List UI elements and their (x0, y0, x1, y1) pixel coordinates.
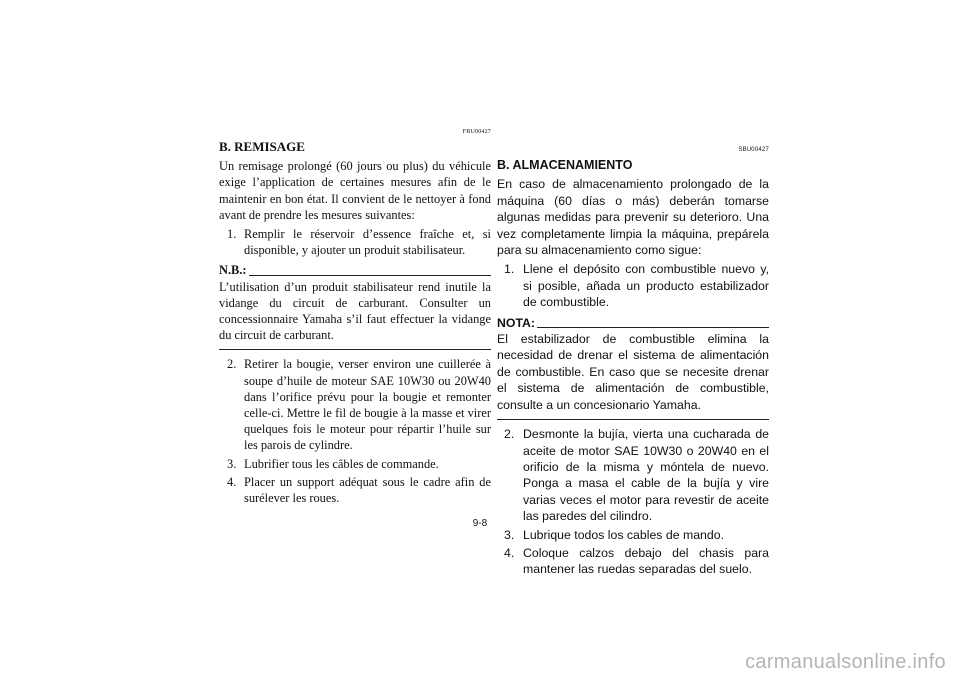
list-item (219, 356, 491, 453)
item-text: Lubrique todos los cables de mando. (523, 527, 724, 542)
note-header (219, 262, 491, 278)
section-heading: B. ALMACENAMIENTO (497, 158, 633, 172)
list-item (497, 545, 769, 578)
section-code: SBU00427 (738, 147, 769, 153)
item-number: 1. (504, 262, 515, 277)
item-text: Coloque calzos debajo del chasis para mantener las ruedas separadas del suelo. (523, 545, 769, 577)
watermark: carmanualsonline.info (745, 651, 946, 673)
page-number: 9-8 (472, 518, 488, 529)
note-rule (537, 327, 769, 328)
note-header (497, 315, 769, 331)
item-number: 3. (227, 456, 237, 471)
section-code: FBU00427 (462, 129, 491, 135)
item-number: 4. (504, 545, 515, 560)
list-item (497, 426, 769, 524)
item-text: Retirer la bougie, verser environ une cuillerée à soupe d’huile de moteur SAE 10W30 ou 20W40 dans l’orifice prévu pour la bougie et remonter celle-ci. Mettre le fil de bougie à la masse et virer quelques fois le moteur pour répartir l’huile sur les parois de cylindre. (244, 357, 491, 453)
item-text: Llene el depósito con combustible nuevo y, si posible, añada un producto estabilizador de combustible. (523, 262, 769, 310)
item-text: Placer un support adéquat sous le cadre afin de surélever les roues. (244, 474, 491, 506)
item-text: Remplir le réservoir d’essence fraîche et, si disponible, y ajouter un produit stabilisateur. (244, 227, 491, 258)
item-number: 3. (504, 527, 515, 542)
list-item (219, 474, 491, 506)
note-label: N.B.: (219, 263, 247, 278)
item-text: Lubrifier tous les câbles de commande. (244, 456, 439, 471)
note-label: NOTA: (497, 315, 536, 330)
item-number: 2. (504, 427, 515, 442)
item-text: Desmonte la bujía, vierta una cucharada de aceite de motor SAE 10W30 o 20W40 en el orificio de la misma y móntela de nuevo. Ponga a masa el cable de la bujía y vire varias veces el motor para revestir de aceite las paredes del cilindro. (523, 427, 769, 524)
section-heading: B. REMISAGE (219, 139, 305, 154)
intro-paragraph: En caso de almacenamiento prolongado de la máquina (60 días o más) deberán tomarse algunas medidas para prevenir su deterioro. Una vez completamente limpia la máquina, prepárela para su almacenamiento como sigue: (497, 177, 769, 258)
list-item (497, 261, 769, 310)
list-item (219, 456, 491, 472)
note-body: El estabilizador de combustible elimina la necesidad de drenar el sistema de alimentación de combustible. En caso que se necesite drenar el sistema de alimentación de combustible, consulte a un concesionario Yamaha. (497, 331, 769, 420)
item-number: 4. (227, 474, 237, 489)
note-rule (249, 275, 491, 276)
french-column (219, 128, 491, 508)
intro-paragraph: Un remisage prolongé (60 jours ou plus) du véhicule exige l’application de certaines mesures afin de le maintenir en bon état. Il convient de le nettoyer à fond avant de prendre les mesures suivantes: (219, 159, 491, 222)
item-number: 1. (227, 227, 237, 242)
item-number: 2. (227, 357, 237, 372)
spanish-column (497, 128, 769, 580)
list-item (219, 226, 491, 258)
note-body: L’utilisation d’un produit stabilisateur rend inutile la vidange du circuit de carburant. Consulter un concessionnaire Yamaha s’il faut effectuer la vidange du circuit de carburant. (219, 279, 491, 351)
